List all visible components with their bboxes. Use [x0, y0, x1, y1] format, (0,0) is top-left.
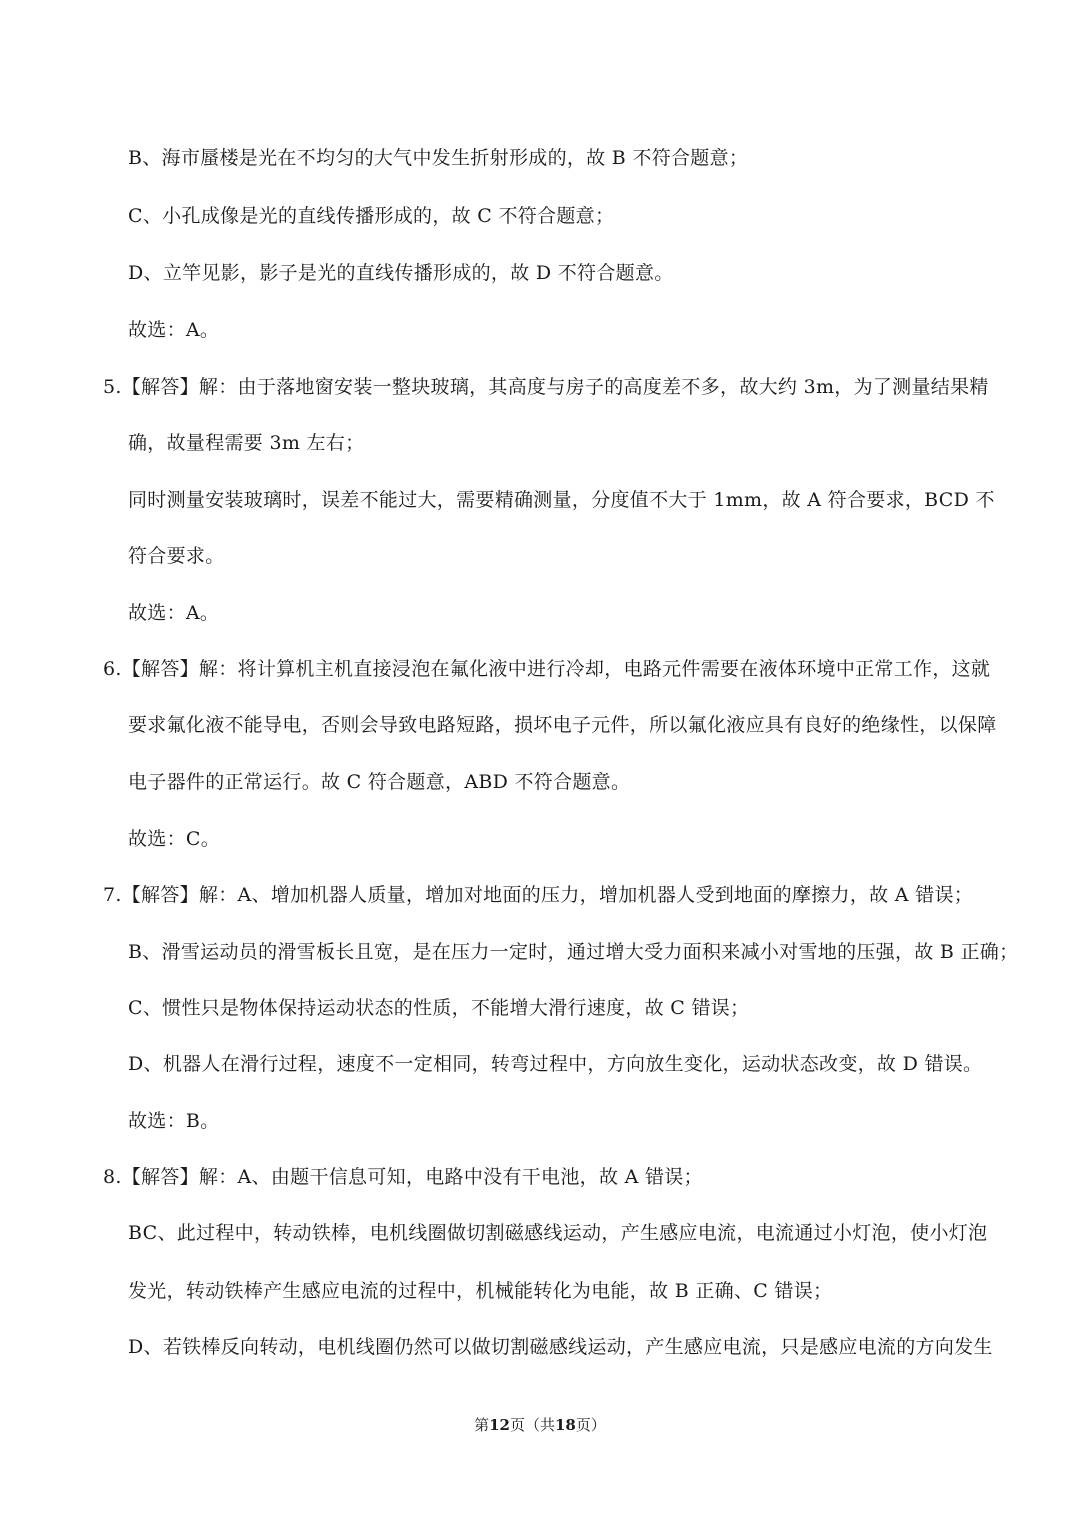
text-line: D、若铁棒反向转动，电机线圈仍然可以做切割磁感线运动，产生感应电流，只是感应电流的方向发生	[128, 1336, 993, 1358]
text-line: B、海市蜃楼是光在不均匀的大气中发生折射形成的，故 B 不符合题意；	[128, 147, 749, 169]
text-line: D、机器人在滑行过程，速度不一定相同，转弯过程中，方向放生变化，运动状态改变，故 D 错误。	[128, 1053, 983, 1075]
text-line: B、滑雪运动员的滑雪板长且宽，是在压力一定时，通过增大受力面积来减小对雪地的压强，故 B 正确；	[128, 941, 1019, 963]
text-line: D、立竿见影，影子是光的直线传播形成的，故 D 不符合题意。	[128, 262, 674, 284]
text-line: 故选：C。	[128, 828, 221, 850]
question-7-line: 7.【解答】解：A、增加机器人质量，增加对地面的压力，增加机器人受到地面的摩擦力，故 A 错误；	[103, 884, 974, 906]
total-page-count: 18	[555, 1416, 576, 1434]
text-line: 要求氟化液不能导电，否则会导致电路短路，损坏电子元件，所以氟化液应具有良好的绝缘性，以保障	[128, 714, 997, 736]
question-5-line: 5.【解答】解：由于落地窗安装一整块玻璃，其高度与房子的高度差不多，故大约 3m，为了测量结果精	[103, 376, 989, 398]
text-line: 发光，转动铁棒产生感应电流的过程中，机械能转化为电能，故 B 正确、C 错误；	[128, 1280, 833, 1302]
text-line: C、小孔成像是光的直线传播形成的，故 C 不符合题意；	[128, 205, 615, 227]
text-line: 同时测量安装玻璃时，误差不能过大，需要精确测量，分度值不大于 1mm，故 A 符合要求，BCD 不	[128, 489, 995, 511]
current-page-number: 12	[489, 1416, 510, 1434]
question-8-line: 8.【解答】解：A、由题干信息可知，电路中没有干电池，故 A 错误；	[103, 1166, 703, 1188]
footer-prefix: 第	[474, 1416, 490, 1434]
text-line: 故选：A。	[128, 319, 220, 341]
text-line: 故选：B。	[128, 1110, 220, 1132]
text-line: 故选：A。	[128, 602, 220, 624]
text-line: BC、此过程中，转动铁棒，电机线圈做切割磁感线运动，产生感应电流，电流通过小灯泡，使小灯泡	[128, 1222, 988, 1244]
page-footer	[0, 1415, 1080, 1435]
footer-mid: 页（共	[509, 1416, 555, 1434]
text-line: 电子器件的正常运行。故 C 符合题意，ABD 不符合题意。	[128, 771, 631, 793]
text-line: 确，故量程需要 3m 左右；	[128, 432, 365, 454]
footer-suffix: 页）	[575, 1416, 606, 1434]
text-line: C、惯性只是物体保持运动状态的性质，不能增大滑行速度，故 C 错误；	[128, 997, 750, 1019]
question-6-line: 6.【解答】解：将计算机主机直接浸泡在氟化液中进行冷却，电路元件需要在液体环境中正常工作，这就	[103, 658, 991, 680]
text-line: 符合要求。	[128, 545, 225, 567]
